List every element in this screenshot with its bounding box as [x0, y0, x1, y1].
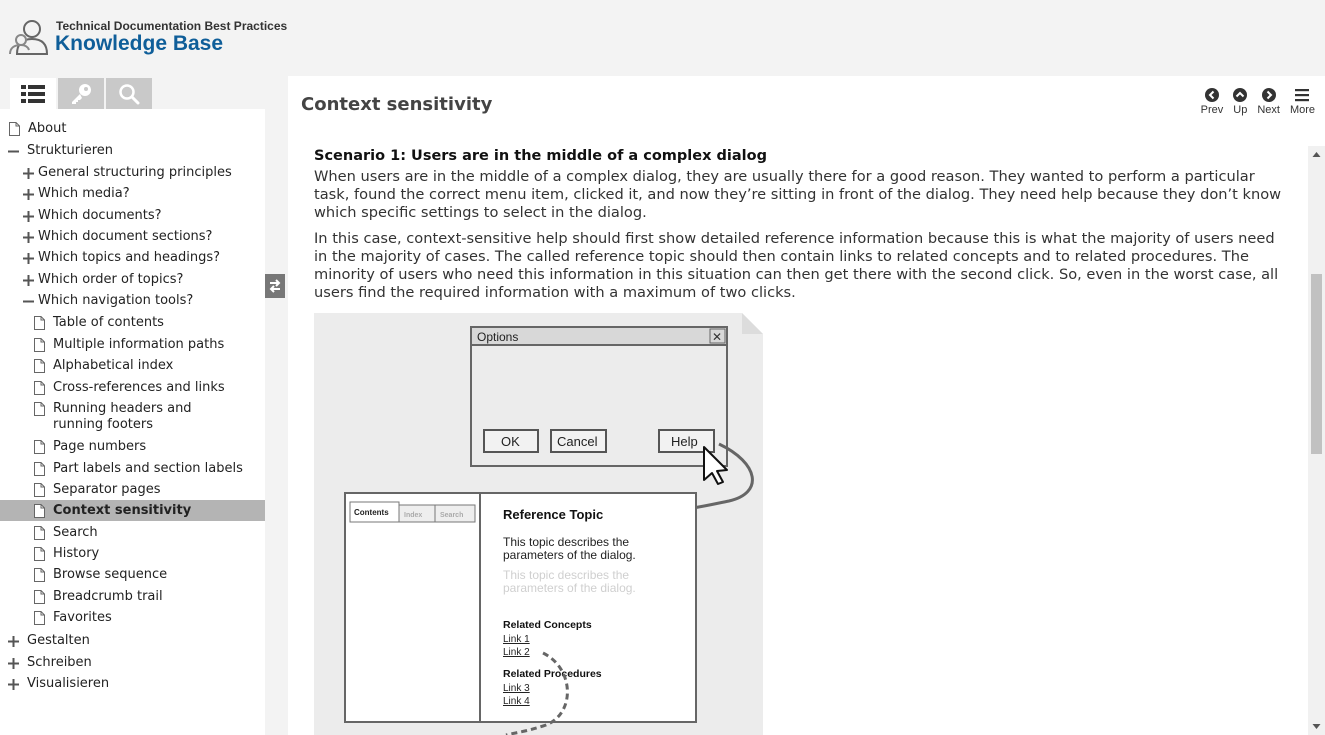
scroll-down-icon[interactable] — [1312, 722, 1321, 731]
toc-label: Which document sections? — [38, 229, 213, 244]
prev-button[interactable] — [1201, 88, 1224, 116]
site-subtitle: Technical Documentation Best Practices — [56, 19, 288, 33]
page-icon — [34, 462, 45, 476]
toc-label: Which order of topics? — [38, 272, 184, 287]
toc-label: Alphabetical index — [53, 358, 174, 373]
tab-contents[interactable] — [10, 78, 56, 109]
page-icon — [34, 483, 45, 497]
toc-label: Running headers and running footers — [53, 401, 192, 432]
help-tab-search: Search — [440, 512, 464, 519]
chevron-right-icon — [1262, 88, 1276, 102]
toc-label: Strukturieren — [27, 143, 114, 158]
chevron-left-icon — [1205, 88, 1219, 102]
toc-label: History — [53, 546, 100, 561]
search-icon — [118, 83, 140, 105]
toc-label: Schreiben — [27, 655, 92, 670]
toc-label: About — [28, 121, 67, 136]
next-label: Next — [1257, 104, 1280, 116]
dialog-title: Options — [477, 330, 519, 344]
toc-label: Browse sequence — [53, 567, 168, 582]
toc-label: Which media? — [38, 186, 130, 201]
context-help-figure — [314, 313, 763, 735]
swap-arrows-icon — [267, 277, 283, 295]
toc-item-strukturieren[interactable] — [8, 143, 258, 159]
content-scrollbar[interactable] — [1308, 146, 1325, 735]
section-heading: Scenario 1: Users are in the middle of a complex dialog — [314, 148, 767, 164]
close-icon: ✕ — [712, 330, 723, 344]
help-button: Help — [671, 434, 698, 449]
page-icon — [34, 440, 45, 454]
cancel-button: Cancel — [557, 434, 598, 449]
expand-icon[interactable] — [23, 253, 34, 264]
toc-item-history[interactable] — [34, 546, 259, 562]
page-icon — [34, 402, 45, 416]
toc-item-which-documents[interactable] — [23, 208, 162, 224]
expand-icon[interactable] — [23, 168, 34, 179]
toc-label: Breadcrumb trail — [53, 589, 163, 604]
toc-item-alphabetical-index[interactable] — [34, 358, 259, 374]
help-tab-index: Index — [404, 512, 423, 519]
scroll-thumb[interactable] — [1311, 274, 1322, 454]
ref-title: Reference Topic — [503, 507, 604, 522]
sidebar-toggle-button[interactable] — [265, 274, 285, 298]
expand-icon[interactable] — [23, 211, 34, 222]
toc-item-page-numbers[interactable] — [34, 439, 259, 455]
toc-item-favorites[interactable] — [34, 610, 259, 626]
hamburger-menu-icon — [1295, 88, 1309, 102]
expand-icon[interactable] — [8, 658, 19, 669]
page-icon — [34, 590, 45, 604]
site-title[interactable]: Knowledge Base — [55, 32, 224, 55]
toc-item-gestalten[interactable] — [8, 633, 90, 649]
expand-icon[interactable] — [8, 679, 19, 690]
paragraph: When users are in the middle of a complex dialog, they are usually there for a good reason. They wanted to perform a particular task, found the correct menu item, clicked it, and now they’re sitting in front of the dialog. They need help because they don’t know which specific settings to select in the dialog. — [314, 168, 1282, 221]
toc-item-about[interactable] — [9, 121, 259, 137]
toc-label: General structuring principles — [38, 165, 232, 180]
page-icon — [34, 504, 45, 518]
toc-item-separator-pages[interactable] — [34, 482, 259, 498]
tab-search[interactable] — [106, 78, 152, 109]
toc-item-which-document-sections[interactable] — [23, 229, 212, 245]
toc-label: Part labels and section labels — [53, 461, 243, 476]
ok-button: OK — [501, 434, 520, 449]
toc-label: Which navigation tools? — [38, 293, 194, 308]
page-icon — [9, 122, 20, 136]
blurred-line-2: parameters of the dialog. — [503, 581, 636, 595]
toc-label: Which documents? — [38, 208, 162, 223]
expand-icon[interactable] — [8, 636, 19, 647]
expand-icon[interactable] — [23, 275, 34, 286]
link-2: Link 2 — [503, 647, 530, 658]
expand-icon[interactable] — [23, 189, 34, 200]
paragraph: In this case, context-sensitive help should first show detailed reference information because this is what the majority of users need in the majority of cases. The called reference topic should then contain links to related concepts and to related procedures. The minority of users who need this information in this situation can then get there with the second click. So, even in the worst case, all users find the required information with a maximum of two clicks. — [314, 230, 1279, 301]
toc-label: Context sensitivity — [53, 503, 192, 518]
expand-icon[interactable] — [23, 232, 34, 243]
toc-label: Gestalten — [27, 633, 90, 648]
collapse-icon[interactable] — [8, 146, 19, 157]
link-4: Link 4 — [503, 696, 530, 707]
toc-item-general-structuring[interactable] — [23, 165, 232, 181]
prev-label: Prev — [1200, 104, 1224, 116]
more-button[interactable] — [1290, 88, 1315, 116]
next-button[interactable] — [1257, 88, 1280, 116]
link-1: Link 1 — [503, 634, 530, 645]
topic-navigation — [1191, 88, 1315, 116]
toc-item-running-headers[interactable] — [34, 401, 259, 433]
collapse-icon[interactable] — [23, 296, 34, 307]
header — [0, 0, 1325, 76]
page-title: Context sensitivity — [301, 94, 493, 115]
toc-label: Search — [53, 525, 98, 540]
up-label: Up — [1233, 104, 1248, 116]
toc-item-table-of-contents[interactable] — [34, 315, 259, 331]
list-icon — [21, 84, 45, 104]
tab-index[interactable] — [58, 78, 104, 109]
toc-item-breadcrumb-trail[interactable] — [34, 589, 259, 605]
chevron-up-icon — [1233, 88, 1247, 102]
sidebar-tabs — [10, 78, 154, 109]
page-icon — [34, 568, 45, 582]
page-icon — [34, 381, 45, 395]
toc-item-part-labels[interactable] — [34, 461, 259, 477]
more-label: More — [1289, 104, 1315, 116]
toc-item-schreiben[interactable] — [8, 655, 92, 671]
toc-sidebar — [0, 109, 265, 735]
toc-item-cross-references[interactable] — [34, 380, 259, 396]
page-icon — [34, 547, 45, 561]
ref-line-2: parameters of the dialog. — [503, 548, 636, 562]
help-tab-contents: Contents — [354, 508, 389, 517]
toc-item-browse-sequence[interactable] — [34, 567, 259, 583]
toc-label: Favorites — [53, 610, 112, 625]
toc-item-which-order[interactable] — [23, 272, 183, 288]
toc-label: Table of contents — [53, 315, 164, 330]
page-icon — [34, 526, 45, 540]
toc-label: Page numbers — [53, 439, 147, 454]
toc-label: Multiple information paths — [53, 337, 225, 352]
up-button[interactable] — [1233, 88, 1247, 116]
page-icon — [34, 316, 45, 330]
page-icon — [34, 611, 45, 625]
toc-item-which-media[interactable] — [23, 186, 130, 202]
blurred-line-1: This topic describes the — [503, 568, 630, 582]
key-icon — [69, 83, 93, 105]
link-3: Link 3 — [503, 683, 530, 694]
toc-label: Visualisieren — [27, 676, 110, 691]
page-icon — [34, 338, 45, 352]
toc-label: Separator pages — [53, 482, 161, 497]
toc-item-multiple-paths[interactable] — [34, 337, 259, 353]
related-concepts-heading: Related Concepts — [503, 619, 592, 631]
toc-label: Which topics and headings? — [38, 250, 221, 265]
user-logo-icon — [8, 16, 48, 56]
toc-item-context-sensitivity[interactable] — [0, 500, 265, 521]
main-panel — [288, 76, 1325, 735]
ref-line-1: This topic describes the — [503, 535, 630, 549]
scroll-up-icon[interactable] — [1312, 150, 1321, 159]
toc-label: Cross-references and links — [53, 380, 225, 395]
toc-item-search[interactable] — [34, 525, 259, 541]
related-procedures-heading: Related Procedures — [503, 668, 602, 680]
page-icon — [34, 359, 45, 373]
toc-item-visualisieren[interactable] — [8, 676, 109, 692]
toc-item-which-topics[interactable] — [23, 250, 220, 266]
topic-content — [314, 148, 1284, 310]
toc-item-which-navigation-tools[interactable] — [23, 293, 193, 309]
